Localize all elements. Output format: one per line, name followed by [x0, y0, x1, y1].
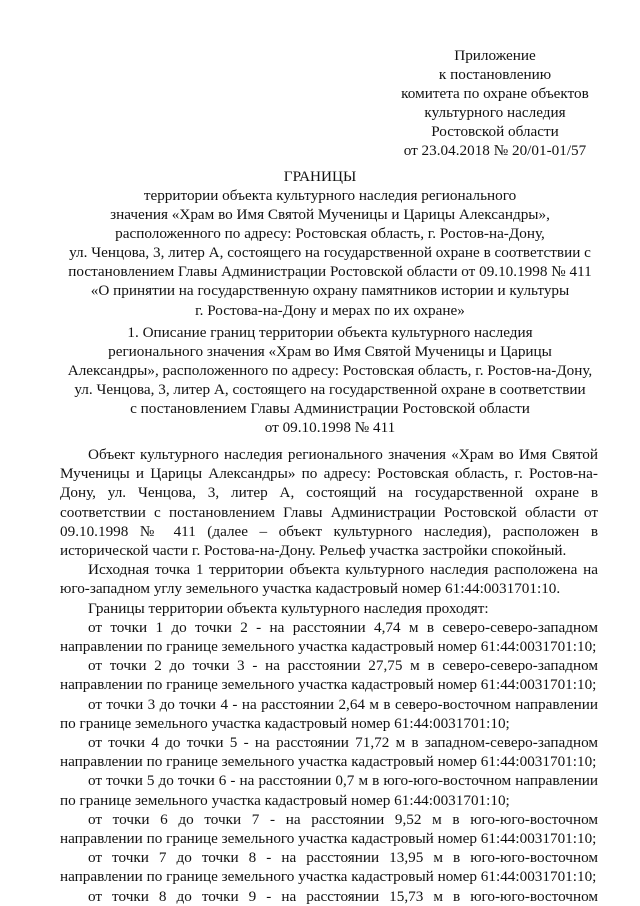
subtitle-line: значения «Храм во Имя Святой Мученицы и Царицы Александры»,: [110, 206, 550, 224]
segment-paragraph: от точки 1 до точки 2 - на расстоянии 4,74 м в северо-северо-западном направлении по границе земельного участка кадастровый номер 61:44:0031701:10;: [60, 618, 598, 656]
section-heading-line: от 09.10.1998 № 411: [264, 419, 396, 437]
segment-paragraph: от точки 8 до точки 9 - на расстоянии 15,73 м в юго-юго-восточном: [88, 887, 598, 905]
section-heading-line: Александры», расположенного по адресу: Ростовская область, г. Ростов-на-Дону,: [67, 362, 593, 380]
section-heading: [60, 323, 600, 438]
appendix-block: [380, 46, 610, 161]
section-heading-line: 1. Описание границ территории объекта культурного наследия: [127, 324, 533, 341]
appendix-line: Приложение: [454, 47, 536, 64]
segment-paragraph: от точки 5 до точки 6 - на расстоянии 0,7 м в юго-юго-восточном направлении по границе земельного участка кадастровый номер 61:44:0031701:10;: [60, 772, 598, 809]
segment-paragraph: от точки 7 до точки 8 - на расстоянии 13,95 м в юго-юго-восточном направлении по границе земельного участка кадастровый номер 61:44:0031701:10;: [60, 849, 598, 886]
segment-paragraph: от точки 2 до точки 3 - на расстоянии 27,75 м в северо-северо-западном направлении по границе земельного участка кадастровый номер 61:44:0031701:10;: [60, 657, 598, 694]
subtitle-line: постановлением Главы Администрации Ростовской области от 09.10.1998 № 411: [68, 263, 592, 281]
subtitle-line: расположенного по адресу: Ростовская область, г. Ростов-на-Дону,: [115, 225, 545, 243]
segment-paragraph: от точки 3 до точки 4 - на расстоянии 2,64 м в северо-восточном направлении по границе земельного участка кадастровый номер 61:44:0031701:10;: [60, 695, 598, 732]
section-heading-line: с постановлением Главы Администрации Ростовской области: [130, 400, 530, 418]
subtitle-line: территории объекта культурного наследия регионального: [143, 187, 517, 204]
appendix-line: культурного наследия: [424, 104, 566, 122]
appendix-line: комитета по охране объектов: [401, 85, 589, 103]
subtitle-line: «О принятии на государственную охрану памятников истории и культуры: [90, 282, 570, 300]
document-body: [60, 445, 598, 906]
appendix-line: от 23.04.2018 № 20/01-01/57: [403, 142, 587, 160]
appendix-line: к постановлению: [438, 66, 552, 84]
segment-paragraph: от точки 6 до точки 7 - на расстоянии 9,52 м в юго-юго-восточном направлении по границе земельного участка кадастровый номер 61:44:0031701:10;: [60, 810, 598, 848]
segment-paragraph: от точки 4 до точки 5 - на расстоянии 71,72 м в западном-северо-западном направлении по границе земельного участка кадастровый номер 61:44:0031701:10;: [60, 734, 598, 771]
section-heading-line: регионального значения «Храм во Имя Святой Мученицы и Царицы: [108, 343, 552, 361]
subtitle-line: г. Ростова-на-Дону и мерах по их охране»: [195, 301, 465, 319]
appendix-line: Ростовской области: [431, 123, 559, 141]
document-subtitle: [60, 186, 600, 320]
section-heading-line: ул. Ченцова, 3, литер А, состоящего на государственной охране в соответствии: [74, 381, 586, 399]
intro-paragraph: Объект культурного наследия регионального значения «Храм во Имя Святой Мученицы и Царицы Александры» по адресу: Ростовская область, г. Ростов-на-Дону, ул. Ченцова, 3, литер А, состоящий на государственной охране в соответствии с постановлением Главы Администрации Ростовской области от 09.10.1998 № 411 (далее – объект культурного наследия), расположен в исторической части г. Ростова-на-Дону. Рельеф участка застройки спокойный.: [60, 446, 598, 560]
subtitle-line: ул. Ченцова, 3, литер А, состоящего на государственной охране в соответствии с: [69, 244, 591, 262]
start-point-paragraph: Исходная точка 1 территории объекта культурного наследия расположена на юго-западном углу земельного участка кадастровый номер 61:44:0031701:10.: [60, 561, 598, 598]
borders-intro-paragraph: Границы территории объекта культурного наследия проходят:: [88, 599, 489, 617]
document-title: ГРАНИЦЫ: [283, 168, 357, 185]
